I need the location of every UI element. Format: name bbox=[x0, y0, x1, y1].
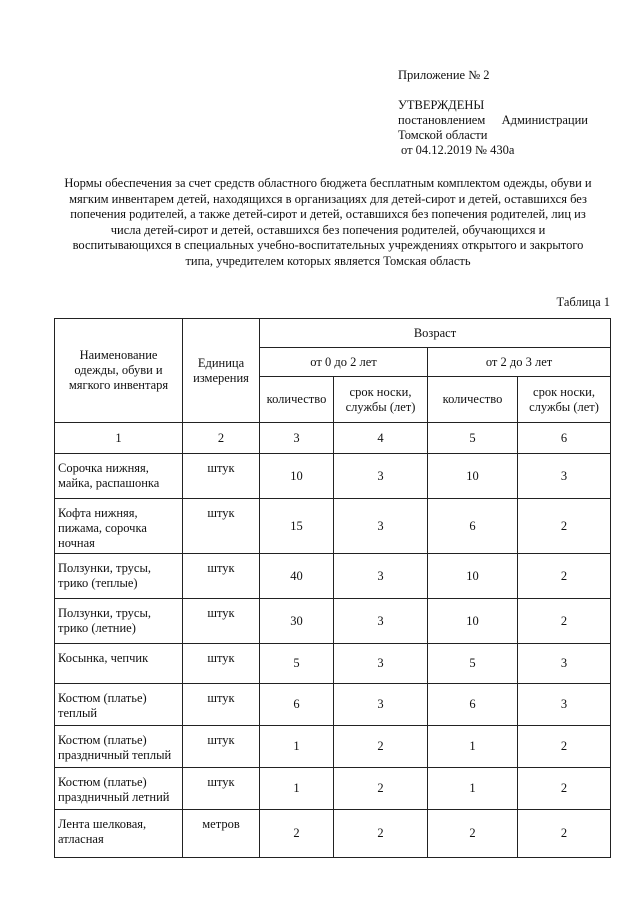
term-0-2-cell: 3 bbox=[334, 684, 428, 726]
approved-word-administration: Администрации bbox=[501, 113, 588, 127]
term-0-2-cell: 3 bbox=[334, 499, 428, 554]
item-name-cell: Лента шелковая, атласная bbox=[55, 810, 183, 858]
column-number: 1 bbox=[55, 423, 183, 454]
item-name-cell: Костюм (платье) праздничный летний bbox=[55, 768, 183, 810]
unit-cell: штук bbox=[183, 454, 260, 499]
qty-2-3-cell: 10 bbox=[428, 554, 518, 599]
header-age: Возраст bbox=[260, 319, 611, 348]
header-term-1: срок носки, службы (лет) bbox=[334, 377, 428, 423]
item-name-cell: Костюм (платье) праздничный теплый bbox=[55, 726, 183, 768]
term-0-2-cell: 3 bbox=[334, 554, 428, 599]
term-0-2-cell: 2 bbox=[334, 810, 428, 858]
header-row-1 bbox=[55, 319, 611, 348]
table-row bbox=[55, 726, 611, 768]
qty-2-3-cell: 1 bbox=[428, 768, 518, 810]
term-2-3-cell: 2 bbox=[518, 554, 611, 599]
qty-0-2-cell: 5 bbox=[260, 644, 334, 684]
document-title: Нормы обеспечения за счет средств областного бюджета бесплатным комплектом одежды, обуви и мягким инвентарем детей, находящихся в организациях для детей-сирот и детей, оставшихся без попечения родителей, а также детей-сирот и детей, оставшихся без попечения родителей, лиц из числа детей-сирот и детей, оставшихся без попечения родителей, обучающихся и воспитывающихся в специальных учебно-воспитательных учреждениях открытого и закрытого типа, учредителем которых является Томская область bbox=[64, 176, 592, 268]
qty-2-3-cell: 5 bbox=[428, 644, 518, 684]
header-unit: Единица измерения bbox=[183, 319, 260, 423]
qty-0-2-cell: 1 bbox=[260, 726, 334, 768]
item-name-cell: Ползунки, трусы, трико (теплые) bbox=[55, 554, 183, 599]
table-row bbox=[55, 644, 611, 684]
qty-0-2-cell: 1 bbox=[260, 768, 334, 810]
qty-2-3-cell: 10 bbox=[428, 599, 518, 644]
qty-0-2-cell: 10 bbox=[260, 454, 334, 499]
qty-2-3-cell: 6 bbox=[428, 499, 518, 554]
table-caption: Таблица 1 bbox=[556, 295, 610, 309]
qty-0-2-cell: 30 bbox=[260, 599, 334, 644]
approved-title: УТВЕРЖДЕНЫ bbox=[398, 98, 485, 112]
qty-2-3-cell: 2 bbox=[428, 810, 518, 858]
item-name-cell: Ползунки, трусы, трико (летние) bbox=[55, 599, 183, 644]
header-qty-1: количество bbox=[260, 377, 334, 423]
table-row bbox=[55, 810, 611, 858]
unit-cell: штук bbox=[183, 684, 260, 726]
unit-cell: штук bbox=[183, 768, 260, 810]
term-2-3-cell: 2 bbox=[518, 599, 611, 644]
unit-cell: штук bbox=[183, 726, 260, 768]
table-row bbox=[55, 499, 611, 554]
item-name-cell: Кофта нижняя, пижама, сорочка ночная bbox=[55, 499, 183, 554]
norms-table bbox=[54, 318, 611, 858]
table-row bbox=[55, 599, 611, 644]
unit-cell: метров bbox=[183, 810, 260, 858]
term-0-2-cell: 3 bbox=[334, 454, 428, 499]
approved-word-resolution: постановлением bbox=[398, 113, 486, 127]
qty-0-2-cell: 15 bbox=[260, 499, 334, 554]
unit-cell: штук bbox=[183, 599, 260, 644]
header-term-2: срок носки, службы (лет) bbox=[518, 377, 611, 423]
approved-line-resolution bbox=[398, 113, 588, 128]
approval-block bbox=[398, 68, 628, 158]
appendix-label: Приложение № 2 bbox=[398, 68, 490, 82]
approved-line-date: от 04.12.2019 № 430а bbox=[401, 143, 515, 157]
qty-0-2-cell: 40 bbox=[260, 554, 334, 599]
item-name-cell: Косынка, чепчик bbox=[55, 644, 183, 684]
column-number: 5 bbox=[428, 423, 518, 454]
qty-2-3-cell: 6 bbox=[428, 684, 518, 726]
term-2-3-cell: 2 bbox=[518, 810, 611, 858]
approved-line-region: Томской области bbox=[398, 128, 488, 142]
unit-cell: штук bbox=[183, 499, 260, 554]
term-0-2-cell: 2 bbox=[334, 726, 428, 768]
column-number: 2 bbox=[183, 423, 260, 454]
term-2-3-cell: 3 bbox=[518, 644, 611, 684]
term-2-3-cell: 3 bbox=[518, 684, 611, 726]
unit-cell: штук bbox=[183, 644, 260, 684]
table-row bbox=[55, 454, 611, 499]
column-number: 3 bbox=[260, 423, 334, 454]
term-0-2-cell: 3 bbox=[334, 599, 428, 644]
column-number: 6 bbox=[518, 423, 611, 454]
unit-cell: штук bbox=[183, 554, 260, 599]
header-item-name: Наименование одежды, обуви и мягкого инвентаря bbox=[55, 319, 183, 423]
qty-0-2-cell: 2 bbox=[260, 810, 334, 858]
qty-0-2-cell: 6 bbox=[260, 684, 334, 726]
term-2-3-cell: 2 bbox=[518, 726, 611, 768]
qty-2-3-cell: 1 bbox=[428, 726, 518, 768]
term-0-2-cell: 3 bbox=[334, 644, 428, 684]
table-row bbox=[55, 684, 611, 726]
header-age-group-2: от 2 до 3 лет bbox=[428, 348, 611, 377]
header-qty-2: количество bbox=[428, 377, 518, 423]
item-name-cell: Костюм (платье) теплый bbox=[55, 684, 183, 726]
qty-2-3-cell: 10 bbox=[428, 454, 518, 499]
column-number: 4 bbox=[334, 423, 428, 454]
header-age-group-1: от 0 до 2 лет bbox=[260, 348, 428, 377]
term-2-3-cell: 2 bbox=[518, 768, 611, 810]
term-0-2-cell: 2 bbox=[334, 768, 428, 810]
table-row bbox=[55, 768, 611, 810]
table-row bbox=[55, 554, 611, 599]
term-2-3-cell: 3 bbox=[518, 454, 611, 499]
column-number-row bbox=[55, 423, 611, 454]
term-2-3-cell: 2 bbox=[518, 499, 611, 554]
item-name-cell: Сорочка нижняя, майка, распашонка bbox=[55, 454, 183, 499]
